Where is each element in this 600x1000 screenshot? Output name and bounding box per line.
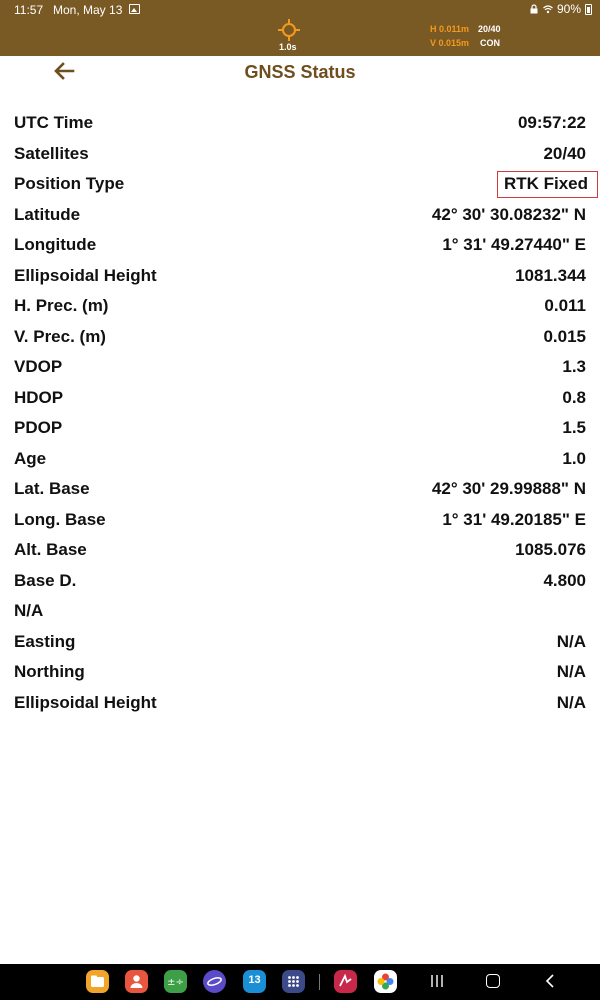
row-label: Position Type	[14, 174, 125, 193]
page-title: GNSS Status	[244, 62, 356, 82]
row-h-prec	[0, 291, 600, 322]
status-date: Mon, May 13	[53, 3, 123, 17]
row-value: 42° 30' 30.08232" N	[431, 204, 586, 224]
row-label: Satellites	[14, 143, 89, 163]
row-label: Age	[14, 448, 47, 468]
row-value: 1° 31' 49.27440" E	[442, 235, 586, 254]
wifi-icon	[543, 4, 553, 14]
row-label: Lat. Base	[14, 479, 90, 498]
gallery-notification-icon	[129, 4, 140, 14]
row-local-ellipsoidal-height	[0, 688, 600, 719]
survey-app-icon[interactable]	[334, 970, 357, 993]
row-northing	[0, 657, 600, 688]
calendar-day: 13	[248, 974, 261, 986]
row-label: HDOP	[14, 387, 64, 407]
h-precision-indicator: H 0.011m	[430, 24, 470, 34]
row-na-section	[0, 596, 600, 627]
row-alt-base	[0, 535, 600, 566]
photos-icon[interactable]	[374, 970, 397, 993]
row-value: N/A	[556, 692, 586, 712]
row-vdop	[0, 352, 600, 383]
row-age	[0, 444, 600, 475]
row-label: UTC Time	[14, 113, 94, 132]
row-v-prec	[0, 322, 600, 353]
row-value: 1° 31' 49.20185" E	[442, 509, 586, 529]
gps-interval-label: 1.0s	[279, 42, 297, 52]
row-label: Longitude	[14, 235, 97, 254]
row-utc-time	[0, 108, 600, 139]
row-label: Latitude	[14, 204, 81, 224]
connection-status-indicator: CON	[480, 38, 500, 48]
my-files-icon[interactable]	[86, 970, 109, 993]
row-label: Ellipsoidal Height	[14, 692, 157, 712]
row-value: 0.011	[544, 296, 586, 315]
row-label: H. Prec. (m)	[14, 296, 109, 315]
home-icon[interactable]	[486, 974, 500, 988]
calculator-icon[interactable]	[164, 970, 187, 993]
satellite-count-indicator: 20/40	[478, 24, 501, 34]
row-pdop	[0, 413, 600, 444]
row-position-type	[0, 169, 600, 200]
row-value: 1081.344	[515, 265, 586, 285]
row-label: N/A	[14, 601, 44, 620]
svg-text:±÷: ±÷	[167, 977, 184, 988]
apps-grid-icon[interactable]	[282, 970, 305, 993]
row-value: 1.0	[562, 448, 586, 468]
row-long-base	[0, 505, 600, 536]
row-value: 4.800	[543, 570, 586, 590]
battery-icon	[585, 4, 592, 15]
nav-divider	[319, 974, 320, 990]
calendar-icon[interactable]	[243, 970, 266, 993]
internet-icon[interactable]	[203, 970, 226, 993]
row-value: 42° 30' 29.99888" N	[431, 479, 586, 498]
row-ellipsoidal-height	[0, 261, 600, 292]
row-easting	[0, 627, 600, 658]
row-label: Ellipsoidal Height	[14, 265, 157, 285]
row-hdop	[0, 383, 600, 414]
recent-apps-icon[interactable]	[430, 974, 444, 988]
row-value: 1.5	[562, 418, 586, 437]
row-value: 09:57:22	[517, 113, 586, 132]
nav-back-icon[interactable]	[544, 973, 556, 989]
top-bar	[0, 0, 600, 56]
v-precision-indicator: V 0.015m	[430, 38, 470, 48]
row-value: N/A	[556, 631, 586, 651]
row-value: 0.8	[562, 387, 586, 407]
position-type-badge: RTK Fixed	[497, 171, 598, 198]
contacts-icon[interactable]	[125, 970, 148, 993]
row-value: 0.015	[543, 326, 586, 346]
status-time: 11:57	[14, 3, 44, 17]
row-label: Northing	[14, 662, 85, 681]
row-satellites	[0, 139, 600, 170]
row-label: Long. Base	[14, 509, 106, 529]
row-base-distance	[0, 566, 600, 597]
row-label: VDOP	[14, 357, 63, 376]
row-value: 20/40	[543, 143, 586, 163]
row-lat-base	[0, 474, 600, 505]
lock-icon	[529, 4, 539, 14]
row-label: V. Prec. (m)	[14, 326, 106, 346]
row-value: N/A	[556, 662, 586, 681]
row-latitude	[0, 200, 600, 231]
row-label: Alt. Base	[14, 540, 87, 559]
battery-percent: 90%	[556, 2, 581, 16]
row-value: 1.3	[562, 357, 586, 376]
row-label: PDOP	[14, 418, 63, 437]
gps-crosshair-icon[interactable]	[278, 19, 300, 41]
row-label: Easting	[14, 631, 76, 651]
row-longitude	[0, 230, 600, 261]
row-value: 1085.076	[515, 540, 586, 559]
row-label: Base D.	[14, 570, 77, 590]
status-right-cluster	[529, 2, 592, 16]
gnss-status-list	[0, 108, 600, 718]
system-nav-bar	[0, 964, 600, 1000]
